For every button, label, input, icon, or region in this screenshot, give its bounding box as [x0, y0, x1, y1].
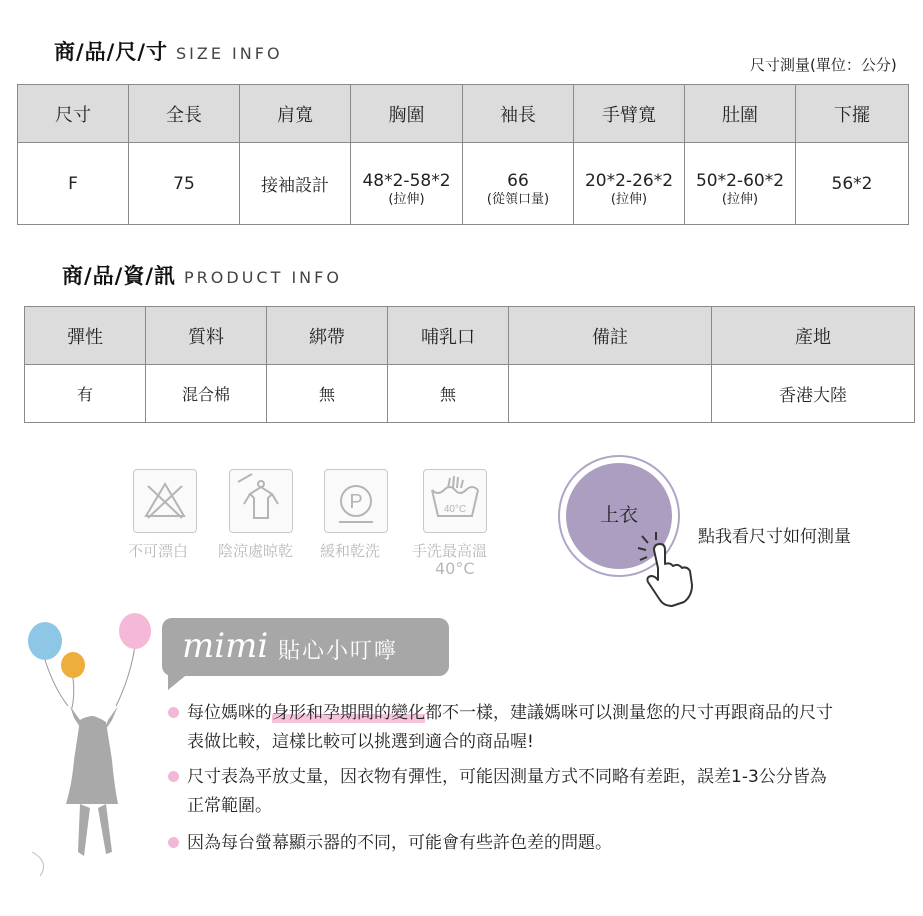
size-cell	[685, 143, 796, 225]
size-cell-value: 20*2-26*2	[584, 170, 674, 191]
gentle-dry-clean-icon	[324, 469, 388, 533]
no-bleach-icon	[133, 469, 197, 533]
balloon-girl-illustration	[20, 608, 160, 888]
unit-note: 尺寸測量(單位：公分)	[750, 56, 897, 74]
care-label: 緩和乾洗	[320, 542, 381, 560]
size-cell	[574, 143, 685, 225]
size-cell-value: 50*2-60*2	[695, 170, 785, 191]
measure-circle-label[interactable]: 上衣	[599, 504, 638, 526]
product-header-cell: 質料	[146, 307, 267, 365]
size-cell-value: 56*2	[831, 173, 873, 194]
size-cell	[129, 143, 240, 225]
product-title-text: 商/品/資/訊	[62, 264, 177, 288]
blue-balloon	[28, 622, 62, 660]
pink-balloon	[119, 613, 151, 649]
size-cell	[796, 143, 909, 225]
size-cell	[463, 143, 574, 225]
product-cell: 無	[267, 365, 388, 423]
tip-bullet-dot	[168, 837, 179, 848]
tip-text: 表做比較，這樣比較可以挑選到適合的商品喔!	[187, 732, 534, 752]
size-header-cell: 肚圍	[685, 85, 796, 143]
size-cell-value: F	[68, 173, 78, 194]
svg-text:P: P	[349, 491, 363, 513]
size-cell-note: (拉伸)	[388, 191, 425, 207]
product-section-title	[62, 260, 342, 290]
care-label: 不可漂白	[128, 542, 189, 560]
size-cell-note: (拉伸)	[610, 191, 648, 207]
tip-text: 每位媽咪的	[187, 703, 272, 723]
product-table-row	[25, 365, 915, 423]
product-header-cell: 綁帶	[267, 307, 388, 365]
tip-text: 正常範圍。	[187, 796, 272, 816]
tip-item	[187, 763, 827, 821]
size-cell-note: (拉伸)	[721, 191, 759, 207]
product-cell: 香港大陸	[712, 365, 915, 423]
product-header-cell: 彈性	[25, 307, 146, 365]
product-header-cell: 哺乳口	[388, 307, 509, 365]
hand-wash-icon	[423, 469, 487, 533]
product-cell: 無	[388, 365, 509, 423]
size-cell	[18, 143, 129, 225]
size-cell-note: (從領口量)	[486, 191, 550, 207]
tip-bullet-dot	[168, 771, 179, 782]
tip-item	[187, 699, 833, 757]
tips-bubble-tail	[168, 672, 190, 690]
size-cell	[240, 143, 351, 225]
tip-highlight: 身形和孕期間的變化	[272, 703, 425, 723]
size-table-header-row	[18, 85, 909, 143]
size-header-cell: 下擺	[796, 85, 909, 143]
tips-title: 貼心小叮嚀	[278, 639, 399, 664]
size-subtitle: SIZE INFO	[176, 44, 283, 63]
size-cell-value: 66	[507, 170, 529, 191]
measure-guide-link[interactable]: 點我看尺寸如何測量	[698, 527, 851, 547]
size-cell-value: 48*2-58*2	[362, 170, 451, 191]
product-cell: 混合棉	[146, 365, 267, 423]
size-header-cell: 肩寬	[240, 85, 351, 143]
size-title-text: 商/品/尺/寸	[54, 40, 169, 64]
product-cell: 有	[25, 365, 146, 423]
size-header-cell: 胸圍	[351, 85, 463, 143]
tip-text: 都不一樣，建議媽咪可以測量您的尺寸再跟商品的尺寸	[425, 703, 833, 723]
product-table	[24, 306, 915, 423]
care-label: 陰涼處晾乾	[218, 542, 294, 560]
care-label: 手洗最高溫	[412, 542, 488, 560]
tip-text: 尺寸表為平放丈量，因衣物有彈性，可能因測量方式不同略有差距，誤差1-3公分皆為	[187, 767, 827, 787]
shade-dry-icon	[229, 469, 293, 533]
product-subtitle: PRODUCT INFO	[184, 268, 342, 287]
size-header-cell: 袖長	[463, 85, 574, 143]
brand-logo: mimi	[182, 626, 269, 666]
size-header-cell: 尺寸	[18, 85, 129, 143]
product-header-cell: 產地	[712, 307, 915, 365]
size-header-cell: 全長	[129, 85, 240, 143]
size-cell-value: 接袖設計	[261, 176, 329, 196]
product-header-cell: 備註	[509, 307, 712, 365]
product-table-header-row	[25, 307, 915, 365]
tip-text: 因為每台螢幕顯示器的不同，可能會有些許色差的問題。	[187, 833, 612, 853]
size-table	[17, 84, 909, 225]
size-cell-value: 75	[173, 173, 195, 194]
size-header-cell: 手臂寬	[574, 85, 685, 143]
size-table-row	[18, 143, 909, 225]
size-cell	[351, 143, 463, 225]
product-cell	[509, 365, 712, 423]
tip-bullet-dot	[168, 707, 179, 718]
size-section-title	[54, 36, 283, 66]
care-label-temp: 40°C	[435, 559, 475, 578]
orange-balloon	[61, 652, 85, 678]
wash-temp-badge: 40°C	[443, 504, 467, 515]
tip-item	[187, 829, 612, 858]
